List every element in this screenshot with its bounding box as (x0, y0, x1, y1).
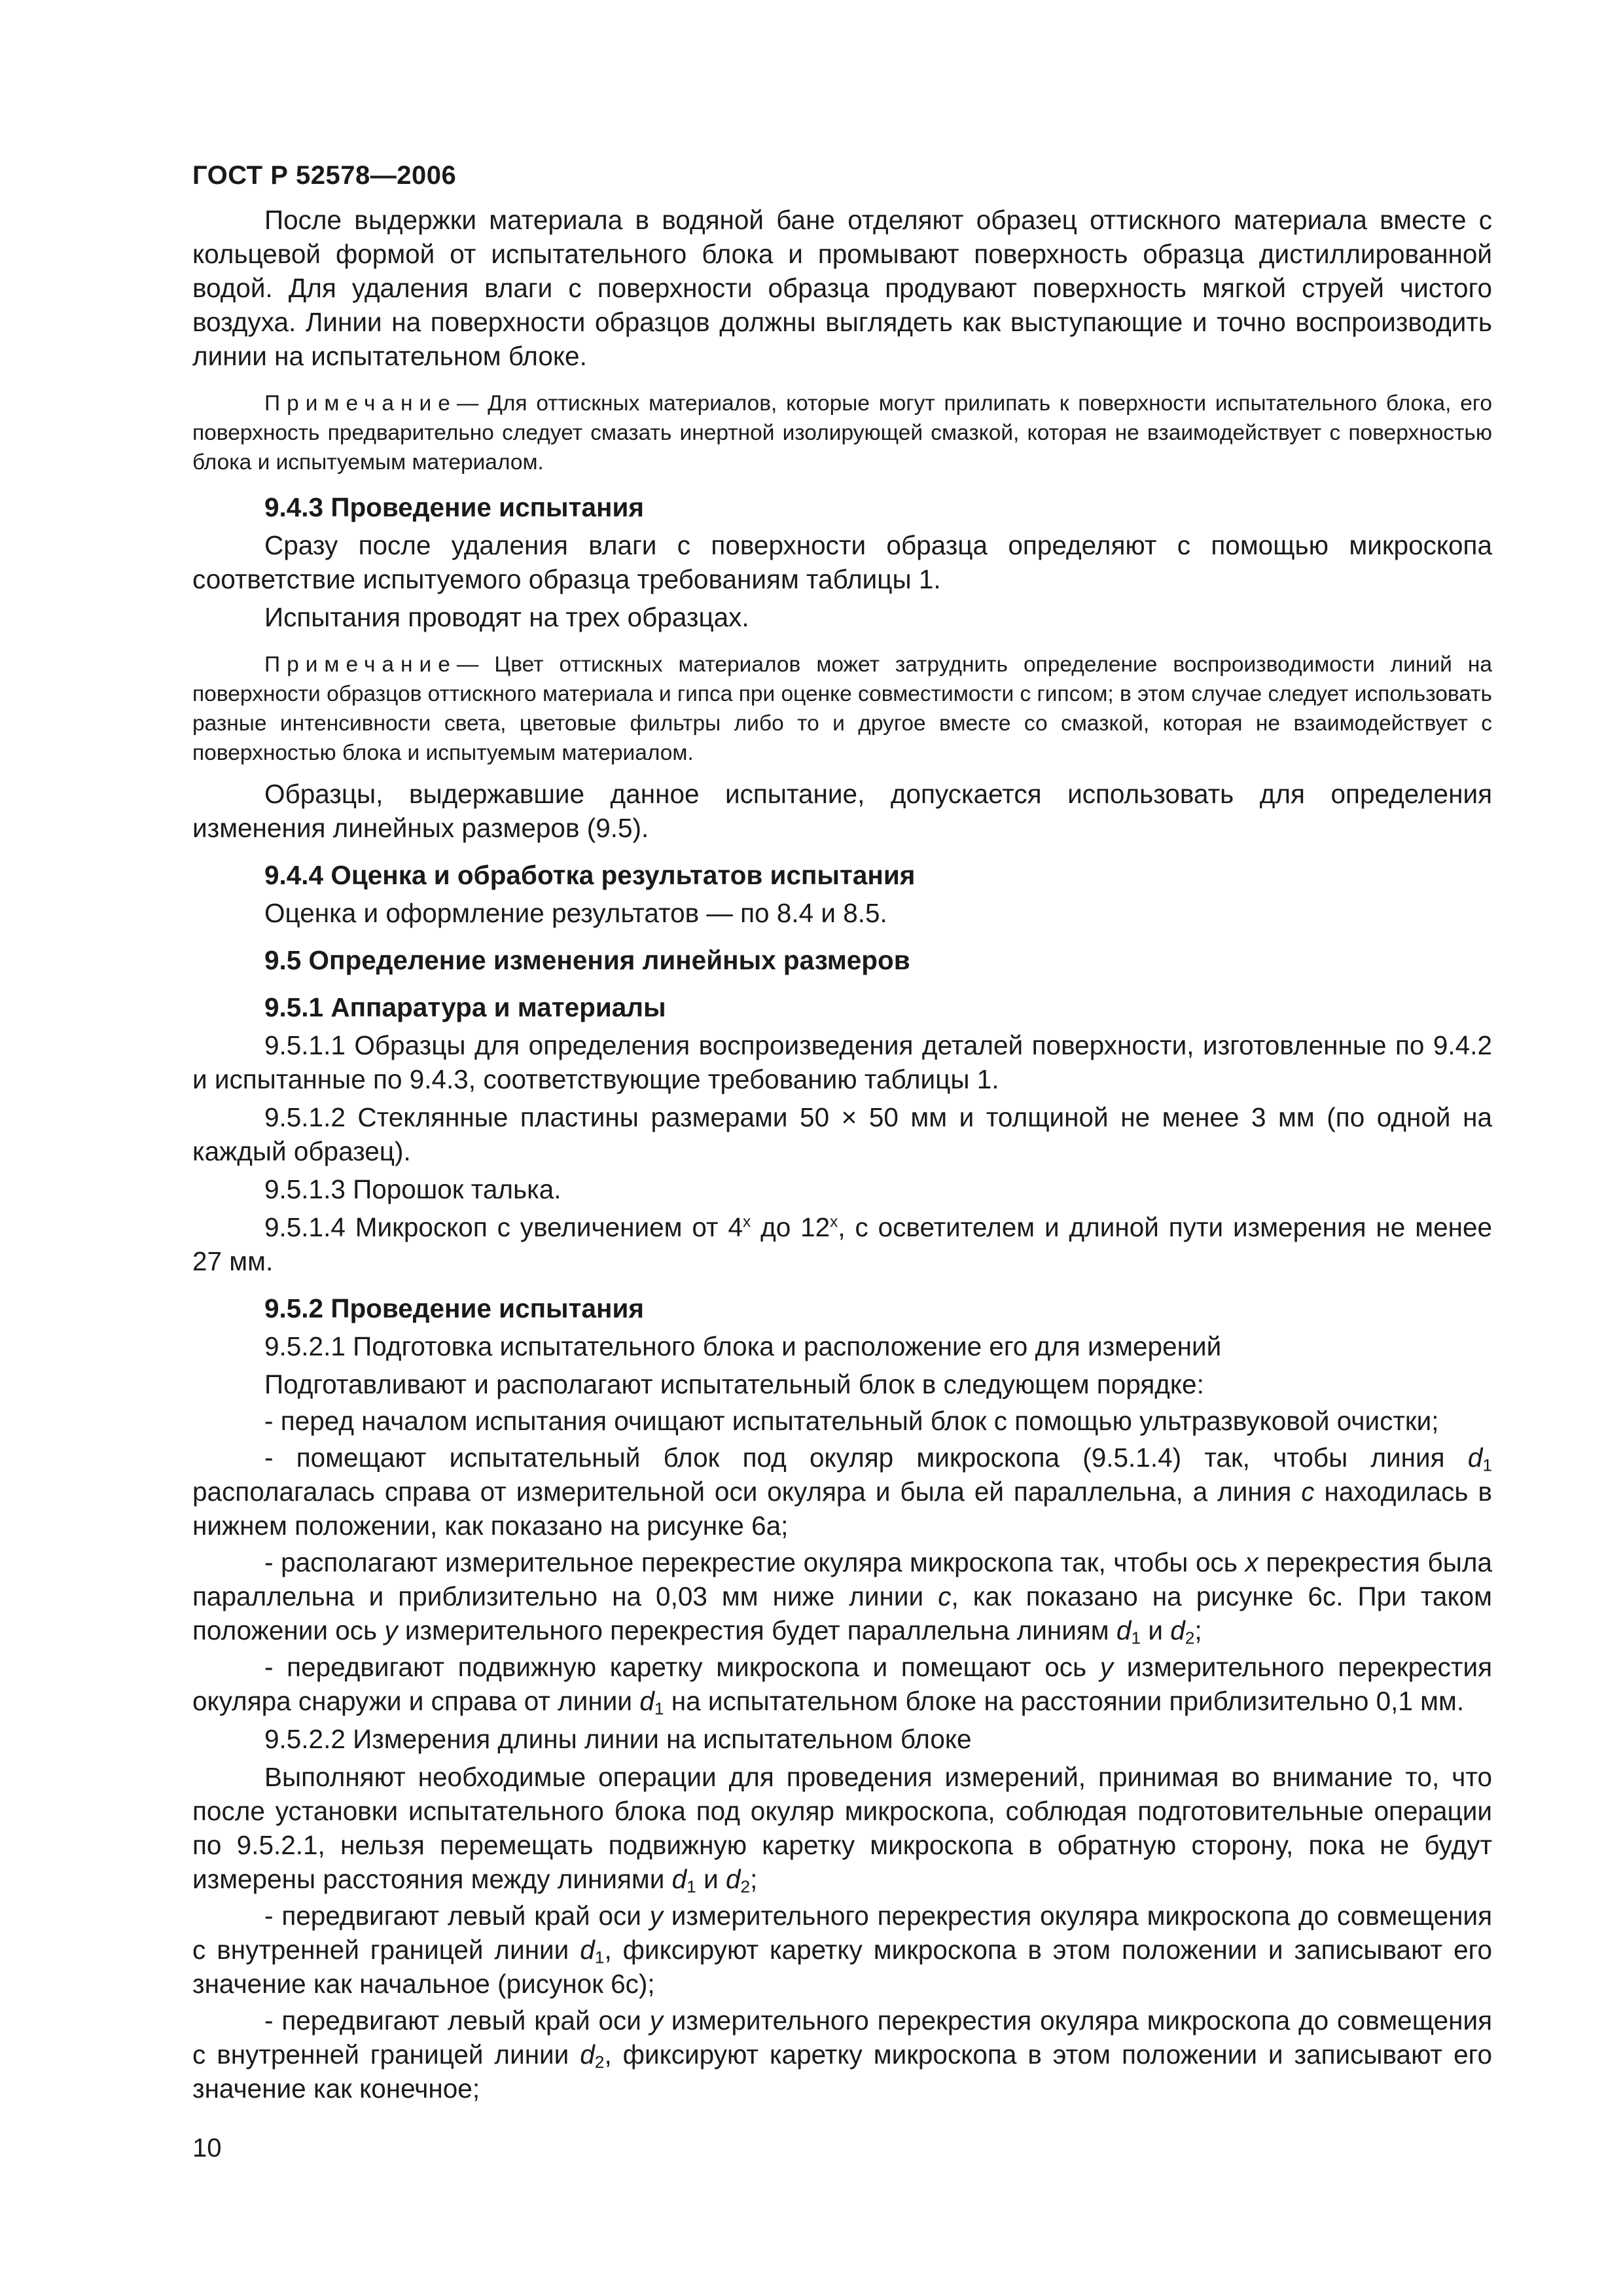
magnification-mark: х (743, 1213, 751, 1231)
note-label: Примечание (264, 391, 457, 416)
paragraph: 9.5.1.1 Образцы для определения воспроизведения деталей поверхности, изготовленные по 9.4.2 и испытанные по 9.4.3, соответствующие требованию таблицы 1. (192, 1030, 1492, 1094)
paragraph: Образцы, выдержавшие данное испытание, допускается использовать для определения изменения линейных размеров (9.5). (192, 779, 1492, 843)
section-heading: 9.5.2 Проведение испытания (264, 1293, 644, 1323)
paragraph: Сразу после удаления влаги с поверхности образца определяют с помощью микроскопа соответствие испытуемого образца требованиям таблицы 1. (192, 530, 1492, 594)
list-item: - передвигают левый край оси y измерительного перекрестия окуляра микроскопа до совмещения с внутренней границей линии $d_2$, фиксируют каретку микроскопа в этом положении и записывают его значение как конечное; (192, 2005, 1493, 2104)
note-label: Примечание (264, 653, 457, 677)
section-heading: 9.4.3 Проведение испытания (264, 492, 644, 522)
note (192, 650, 1492, 768)
section-heading: 9.5.1 Аппаратура и материалы (264, 992, 666, 1022)
section-heading: 9.4.4 Оценка и обработка результатов испытания (264, 860, 916, 890)
document-body (192, 194, 1492, 2106)
paragraph: Оценка и оформление результатов — по 8.4 и 8.5. (264, 898, 887, 928)
paragraph: 9.5.1.4 Микроскоп с увеличением от $4^х$ до $12^х$, с осветителем и длиной пути измерения не менее 27 мм. (192, 1212, 1493, 1276)
list-item: - передвигают подвижную каретку микроскопа и помещают ось y измерительного перекрестия окуляра снаружи и справа от линии $d_1$ на испытательном блоке на расстоянии приблизительно 0,1 мм. (192, 1652, 1492, 1719)
list-item: - передвигают левый край оси y измерительного перекрестия окуляра микроскопа до совмещения с внутренней границей линии $d_1$, фиксируют каретку микроскопа в этом положении и записывают его значение как начальное (рисунок 6с); (192, 1901, 1493, 1999)
paragraph: После выдержки материала в водяной бане отделяют образец оттискного материала вместе с кольцевой формой от испытательного блока и промывают поверхность образца дистиллированной водой. Для удаления влаги с поверхности образца продувают поверхность мягкой струей чистого воздуха. Линии на поверхности образцов должны выглядеть как выступающие и точно воспроизводить линии на испытательном блоке. (192, 205, 1492, 371)
list-item: - располагают измерительное перекрестие окуляра микроскопа так, чтобы ось x перекрестия была параллельна и приблизительно на 0,03 мм ниже линии c, как показано на рисунке 6с. При таком положении ось y измерительного перекрестия будет параллельна линиям $d_1$ и $d_2$; (192, 1547, 1493, 1648)
list-item: - помещают испытательный блок под окуляр микроскопа (9.5.1.4) так, чтобы линия $d_1$ располагалась справа от измерительной оси окуляра и была ей параллельна, а линия c находилась в нижнем положении, как показано на рисунке 6а; (192, 1443, 1492, 1541)
magnification-mark: х (830, 1213, 838, 1231)
section-heading: 9.5 Определение изменения линейных размеров (264, 945, 910, 975)
list-item: - перед началом испытания очищают испытательный блок с помощью ультразвуковой очистки; (264, 1406, 1439, 1436)
paragraph: 9.5.2.1 Подготовка испытательного блока и расположение его для измерений (264, 1331, 1222, 1361)
paragraph: 9.5.2.2 Измерения длины линии на испытательном блоке (264, 1724, 972, 1754)
note-text: — Для оттискных материалов, которые могут прилипать к поверхности испытательного блока, его поверхность предварительно следует смазать инертной изолирующей смазкой, которая не взаимодействует с поверхностью блока и испытуемым материалом. (192, 391, 1492, 475)
paragraph: 9.5.1.2 Стеклянные пластины размерами 50 × 50 мм и толщиной не менее 3 мм (по одной на каждый образец). (192, 1102, 1492, 1166)
document-header: ГОСТ Р 52578—2006 (192, 161, 457, 190)
page-number: 10 (192, 2134, 222, 2162)
paragraph: 9.5.1.3 Порошок талька. (264, 1174, 562, 1204)
paragraph: Подготавливают и располагают испытательный блок в следующем порядке: (264, 1369, 1204, 1399)
note (192, 389, 1492, 477)
note-text: — Цвет оттискных материалов может затруднить определение воспроизводимости линий на поверхности образцов оттискного материала и гипса при оценке совместимости с гипсом; в этом случае следует использовать разные интенсивности света, цветовые фильтры либо то и другое вместе со смазкой, которая не взаимодействует с поверхностью блока и испытуемым материалом. (192, 653, 1492, 765)
paragraph: Испытания проводят на трех образцах. (264, 602, 749, 632)
paragraph: Выполняют необходимые операции для проведения измерений, принимая во внимание то, что после установки испытательного блока под окуляр микроскопа, соблюдая подготовительные операции по 9.5.2.1, нельзя перемещать подвижную каретку микроскопа в обратную сторону, пока не будут измерены расстояния между линиями $d_1$ и $d_2$; (192, 1762, 1492, 1897)
